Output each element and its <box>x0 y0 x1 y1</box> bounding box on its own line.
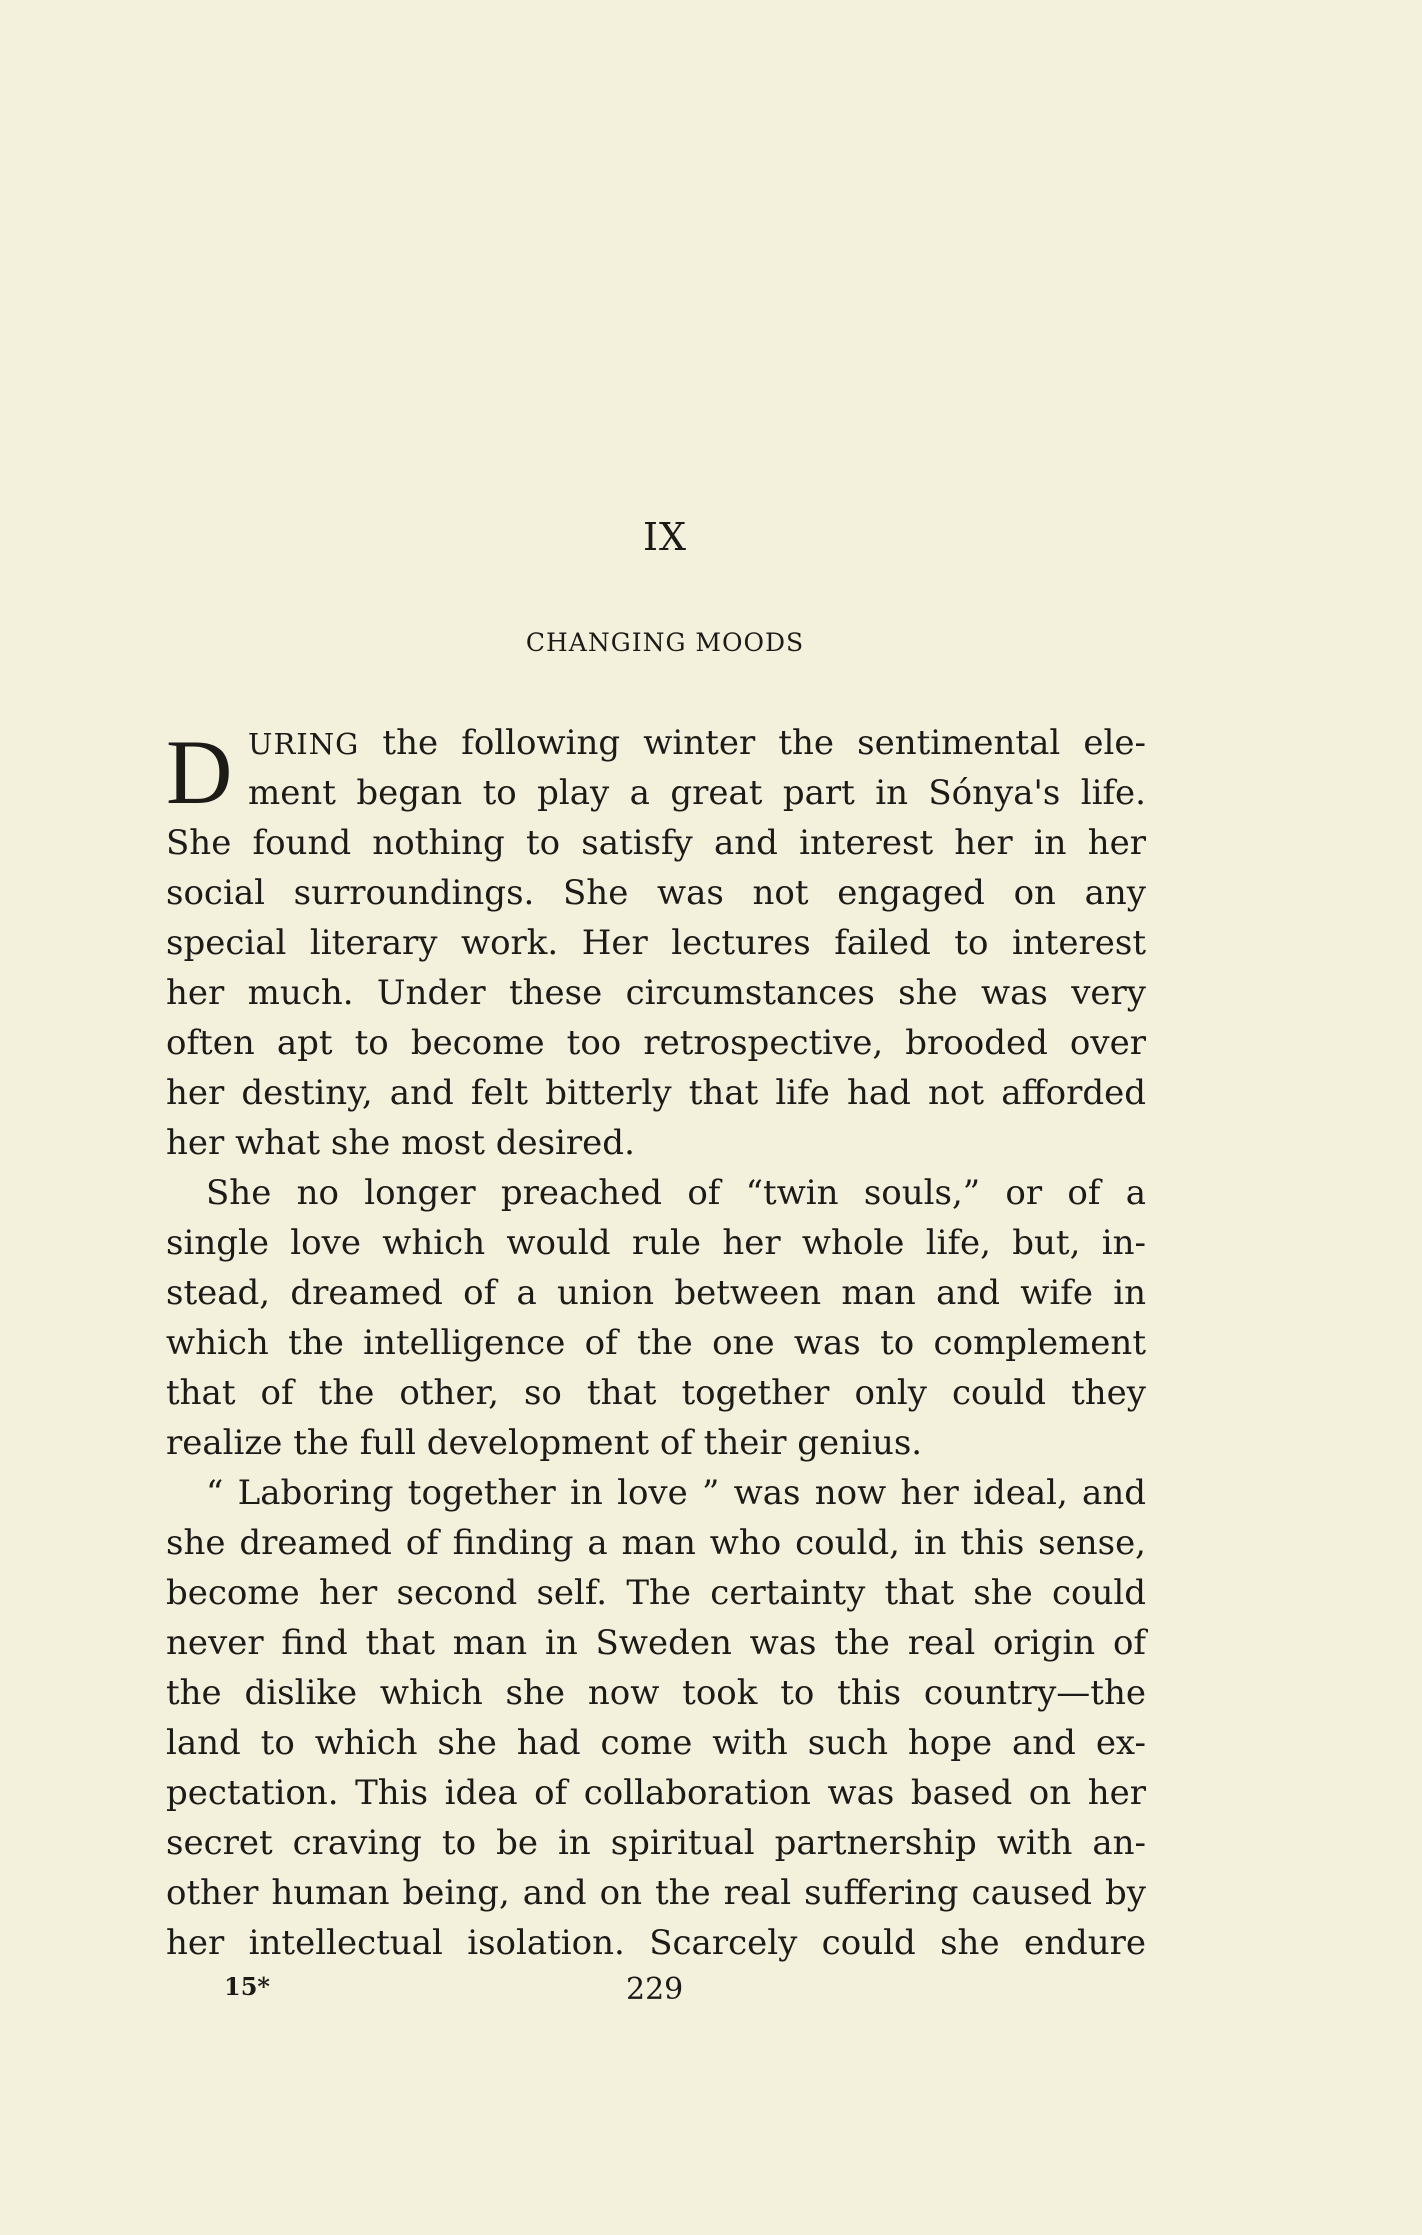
text-line: pectation. This idea of collaboration was based on her <box>166 1773 1146 1813</box>
body-text <box>166 718 1146 1968</box>
text-line: which the intelligence of the one was to complement <box>166 1323 1146 1363</box>
text-line: her intellectual isolation. Scarcely could she endure <box>166 1923 1146 1963</box>
text-line-content: the following winter the sentimental ele- <box>359 723 1146 763</box>
opening-smallcaps: URING <box>248 727 360 761</box>
text-line: her destiny, and felt bitterly that life had not afforded <box>166 1073 1146 1113</box>
text-line: ment began to play a great part in Sónya's life. <box>248 773 1146 813</box>
page-number: 229 <box>626 1972 684 2007</box>
text-line: single love which would rule her whole life, but, in- <box>166 1223 1146 1263</box>
text-line: the dislike which she now took to this country—the <box>166 1673 1146 1713</box>
text-line: that of the other, so that together only could they <box>166 1373 1146 1413</box>
text-line: her much. Under these circumstances she was very <box>166 973 1146 1013</box>
text-line: land to which she had come with such hope and ex- <box>166 1723 1146 1763</box>
text-line: realize the full development of their genius. <box>166 1423 923 1463</box>
text-line: her what she most desired. <box>166 1123 635 1163</box>
text-line: never find that man in Sweden was the real origin of <box>166 1623 1146 1663</box>
chapter-title: CHANGING MOODS <box>525 628 805 657</box>
text-line: special literary work. Her lectures failed to interest <box>166 923 1146 963</box>
text-line: “ Laboring together in love ” was now her ideal, and <box>206 1473 1146 1513</box>
text-line: secret craving to be in spiritual partnership with an- <box>166 1823 1146 1863</box>
signature-mark: 15* <box>224 1972 270 2001</box>
text-line: She no longer preached of “twin souls,” or of a <box>206 1173 1146 1213</box>
text-line: She found nothing to satisfy and interest her in her <box>166 823 1146 863</box>
text-line: become her second self. The certainty that she could <box>166 1573 1146 1613</box>
text-line: she dreamed of finding a man who could, in this sense, <box>166 1523 1146 1563</box>
chapter-number: IX <box>642 515 688 559</box>
drop-cap: D <box>166 721 233 823</box>
page-footer <box>0 1972 1422 2012</box>
text-line: stead, dreamed of a union between man and wife in <box>166 1273 1146 1313</box>
text-line: other human being, and on the real suffering caused by <box>166 1873 1146 1913</box>
text-line: social surroundings. She was not engaged on any <box>166 873 1146 913</box>
text-line: often apt to become too retrospective, brooded over <box>166 1023 1146 1063</box>
